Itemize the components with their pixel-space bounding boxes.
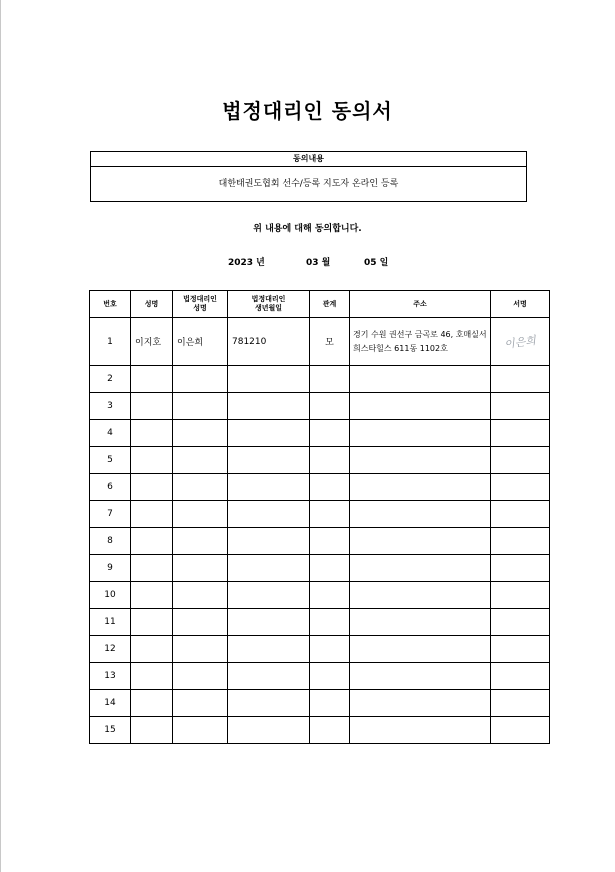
signature-cell <box>491 318 550 366</box>
address-cell <box>350 717 491 744</box>
participant-name-cell <box>131 501 173 528</box>
row-number-cell: 13 <box>90 663 131 690</box>
guardian-birthdate-cell <box>228 474 310 501</box>
table-row <box>90 663 550 690</box>
date-year: 2023 년 <box>228 258 265 268</box>
guardian-birthdate-cell <box>228 393 310 420</box>
relation-cell <box>310 555 350 582</box>
participant-name-cell <box>131 528 173 555</box>
row-number-cell: 5 <box>90 447 131 474</box>
table-row <box>90 636 550 663</box>
table-row <box>90 366 550 393</box>
address-cell <box>350 528 491 555</box>
signature-cell <box>491 717 550 744</box>
table-header-row <box>90 291 550 318</box>
row-number-cell: 3 <box>90 393 131 420</box>
row-number-cell: 7 <box>90 501 131 528</box>
address-cell <box>350 555 491 582</box>
guardian-name-cell <box>173 582 228 609</box>
guardian-name-cell <box>173 555 228 582</box>
relation-cell <box>310 636 350 663</box>
address-cell <box>350 393 491 420</box>
table-row <box>90 420 550 447</box>
handwritten-signature: 이은희 <box>503 333 537 351</box>
participant-name-cell <box>131 690 173 717</box>
relation-cell <box>310 690 350 717</box>
page-edge <box>0 0 1 872</box>
row-number-cell: 10 <box>90 582 131 609</box>
row-number-cell: 11 <box>90 609 131 636</box>
guardian-name-cell <box>173 636 228 663</box>
guardian-name-cell <box>173 690 228 717</box>
table-row <box>90 582 550 609</box>
guardian-name-cell <box>173 501 228 528</box>
signature-cell <box>491 393 550 420</box>
table-row <box>90 690 550 717</box>
signature-cell <box>491 420 550 447</box>
guardian-birthdate-cell <box>228 528 310 555</box>
signature-cell <box>491 474 550 501</box>
header-address: 주소 <box>350 291 491 318</box>
address-cell <box>350 609 491 636</box>
guardian-birthdate-cell <box>228 582 310 609</box>
row-number-cell: 8 <box>90 528 131 555</box>
row-number-cell: 4 <box>90 420 131 447</box>
address-cell <box>350 501 491 528</box>
guardian-consent-table <box>89 290 550 744</box>
relation-cell <box>310 609 350 636</box>
table-row <box>90 555 550 582</box>
guardian-birthdate-cell <box>228 663 310 690</box>
participant-name-cell <box>131 717 173 744</box>
relation-cell <box>310 447 350 474</box>
address-cell <box>350 636 491 663</box>
signature-cell <box>491 501 550 528</box>
participant-name-cell <box>131 393 173 420</box>
participant-name-cell <box>131 582 173 609</box>
address-cell <box>350 690 491 717</box>
guardian-name-cell <box>173 420 228 447</box>
row-number-cell: 9 <box>90 555 131 582</box>
signature-cell <box>491 366 550 393</box>
header-guardian-name: 법정대리인 성명 <box>173 291 228 318</box>
signature-cell <box>491 609 550 636</box>
address-cell <box>350 663 491 690</box>
row-number-cell: 15 <box>90 717 131 744</box>
guardian-birthdate-cell <box>228 609 310 636</box>
table-row <box>90 393 550 420</box>
signature-cell <box>491 447 550 474</box>
guardian-birthdate-cell <box>228 366 310 393</box>
table-row <box>90 528 550 555</box>
participant-name-cell <box>131 636 173 663</box>
guardian-birthdate-cell <box>228 501 310 528</box>
table-row <box>90 609 550 636</box>
header-relation: 관계 <box>310 291 350 318</box>
guardian-birthdate-cell <box>228 447 310 474</box>
address-cell <box>350 474 491 501</box>
address-cell: 경기 수원 권선구 금곡로 46, 호매실서희스타힐스 611동 1102호 <box>350 318 491 366</box>
guardian-birthdate-cell <box>228 690 310 717</box>
consent-box <box>90 151 527 202</box>
consent-body: 대한태권도협회 선수/등록 지도자 온라인 등록 <box>218 179 399 189</box>
row-number-cell: 6 <box>90 474 131 501</box>
row-number-cell: 12 <box>90 636 131 663</box>
signature-cell <box>491 636 550 663</box>
relation-cell <box>310 717 350 744</box>
address-cell <box>350 366 491 393</box>
participant-name-cell <box>131 663 173 690</box>
agree-statement: 위 내용에 대해 동의합니다. <box>253 224 362 234</box>
guardian-name-cell <box>173 447 228 474</box>
row-number-cell: 1 <box>90 318 131 366</box>
relation-cell <box>310 663 350 690</box>
guardian-name-cell <box>173 393 228 420</box>
address-cell <box>350 582 491 609</box>
table-row <box>90 447 550 474</box>
participant-name-cell: 이지호 <box>131 318 173 366</box>
signature-cell <box>491 663 550 690</box>
date-day: 05 일 <box>364 258 389 268</box>
signature-cell <box>491 582 550 609</box>
relation-cell <box>310 366 350 393</box>
participant-name-cell <box>131 474 173 501</box>
document-title: 법정대리인 동의서 <box>222 99 393 123</box>
relation-cell <box>310 420 350 447</box>
guardian-birthdate-cell <box>228 717 310 744</box>
header-signature: 서명 <box>491 291 550 318</box>
guardian-birthdate-cell <box>228 420 310 447</box>
header-guardian-dob: 법정대리인 생년월일 <box>228 291 310 318</box>
participant-name-cell <box>131 555 173 582</box>
relation-cell: 모 <box>310 318 350 366</box>
relation-cell <box>310 393 350 420</box>
relation-cell <box>310 474 350 501</box>
signature-cell <box>491 528 550 555</box>
table-row <box>90 318 550 366</box>
guardian-birthdate-cell <box>228 555 310 582</box>
address-cell <box>350 447 491 474</box>
signature-cell <box>491 690 550 717</box>
guardian-name-cell <box>173 474 228 501</box>
guardian-name-cell <box>173 528 228 555</box>
date-month: 03 월 <box>306 258 331 268</box>
guardian-birthdate-cell <box>228 636 310 663</box>
relation-cell <box>310 582 350 609</box>
relation-cell <box>310 528 350 555</box>
guardian-name-cell <box>173 663 228 690</box>
participant-name-cell <box>131 447 173 474</box>
guardian-name-cell: 이은희 <box>173 318 228 366</box>
table-row <box>90 717 550 744</box>
consent-header: 동의내용 <box>91 152 526 167</box>
participant-name-cell <box>131 420 173 447</box>
header-name: 성명 <box>131 291 173 318</box>
relation-cell <box>310 501 350 528</box>
table-row <box>90 474 550 501</box>
guardian-name-cell <box>173 717 228 744</box>
row-number-cell: 2 <box>90 366 131 393</box>
participant-name-cell <box>131 609 173 636</box>
participant-name-cell <box>131 366 173 393</box>
guardian-name-cell <box>173 609 228 636</box>
signature-cell <box>491 555 550 582</box>
table-row <box>90 501 550 528</box>
header-no: 번호 <box>90 291 131 318</box>
address-cell <box>350 420 491 447</box>
guardian-name-cell <box>173 366 228 393</box>
row-number-cell: 14 <box>90 690 131 717</box>
guardian-birthdate-cell: 781210 <box>228 318 310 366</box>
